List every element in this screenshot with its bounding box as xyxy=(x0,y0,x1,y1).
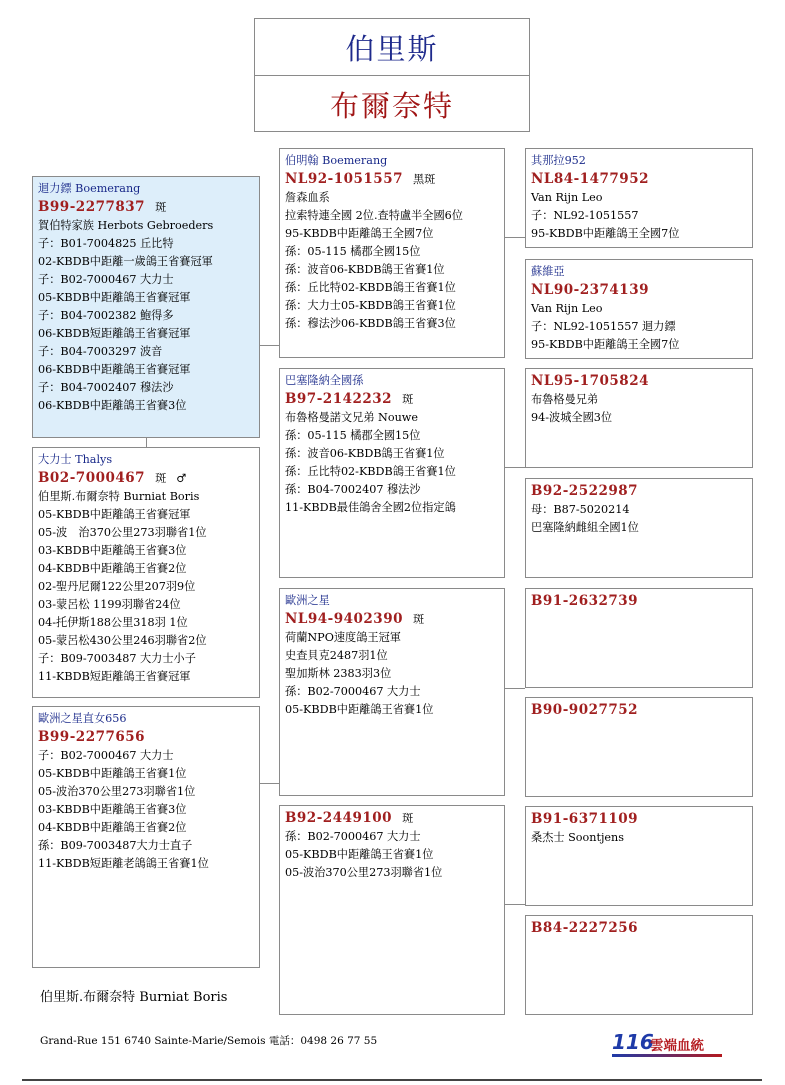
ring-row xyxy=(531,592,752,611)
pedigree-note: Van Rijn Leo xyxy=(531,191,603,204)
bird-name: 歐洲之星 xyxy=(285,594,330,607)
pedigree-note: 孫：B02-7000467 大力士 xyxy=(285,685,421,698)
pedigree-note: 孫：B02-7000467 大力士 xyxy=(285,830,421,843)
ring-number: B02-7000467 xyxy=(38,470,146,486)
pedigree-note: 伯里斯.布爾奈特 Burniat Boris xyxy=(38,490,200,503)
logo-underline xyxy=(612,1054,722,1057)
owner-address: Grand-Rue 151 6740 Sainte-Marie/Semois xyxy=(40,1035,266,1047)
subject-card[interactable] xyxy=(32,447,260,698)
pedigree-note: 子：B01-7004825 丘比特 xyxy=(38,237,174,250)
sex-icon: ♂ xyxy=(176,472,187,485)
pedigree-note: 子：B04-7002382 鮑得多 xyxy=(38,309,174,322)
ring-number: B92-2522987 xyxy=(531,483,639,499)
pedigree-note: 11-KBDB短距離鴿王省賽冠軍 xyxy=(38,670,191,683)
ring-row xyxy=(285,610,504,629)
pedigree-note: 賀伯特家族 Herbots Gebroeders xyxy=(38,219,214,232)
pedigree-note: 06-KBDB中距離鴿王省賽3位 xyxy=(38,399,187,412)
sdd-card[interactable] xyxy=(525,478,753,578)
ring-row xyxy=(531,482,752,501)
pedigree-note: 子：B02-7000467 大力士 xyxy=(38,749,174,762)
feather-color: 斑 xyxy=(402,812,414,825)
connector xyxy=(505,237,525,238)
ring-number: B99-2277656 xyxy=(38,729,146,745)
ring-row xyxy=(531,170,752,189)
pedigree-note: 02-KBDB中距離一歲鴿王省賽冠軍 xyxy=(38,255,213,268)
title-first-name: 伯里斯 xyxy=(255,19,529,76)
owner-name: 伯里斯.布爾奈特 Burniat Boris xyxy=(40,990,228,1005)
pedigree-note: 04-KBDB中距離鴿王省賽2位 xyxy=(38,821,187,834)
bird-name: 蘇維亞 xyxy=(531,265,565,278)
connector xyxy=(259,783,279,784)
pedigree-note: 拉索特連全國 2位.查特盧半全國6位 xyxy=(285,209,463,222)
pedigree-note: 聖加斯林 2383羽3位 xyxy=(285,667,392,680)
pedigree-note: 95-KBDB中距離鴿王全國7位 xyxy=(531,227,680,240)
ring-number: B99-2277837 xyxy=(38,199,146,215)
pedigree-note: 03-蒙呂松 1199羽聯省24位 xyxy=(38,598,181,611)
pedigree-note: 05-KBDB中距離鴿王省賽冠軍 xyxy=(38,291,191,304)
ring-number: B84-2227256 xyxy=(531,920,639,936)
pedigree-note: 94-波城全國3位 xyxy=(531,411,613,424)
pedigree-note: 03-KBDB中距離鴿王省賽3位 xyxy=(38,803,187,816)
pedigree-note: 荷蘭NPO速度鴿王冠軍 xyxy=(285,631,401,644)
pedigree-note: 子：B04-7002407 穆法沙 xyxy=(38,381,174,394)
pedigree-note: 95-KBDB中距離鴿王全國7位 xyxy=(531,338,680,351)
dss-card[interactable] xyxy=(525,588,753,688)
dam-dam-card[interactable] xyxy=(279,805,505,1015)
pedigree-note: 11-KBDB短距離老鴿鴿王省賽1位 xyxy=(38,857,209,870)
pedigree-note: 孫：波音06-KBDB鴿王省賽1位 xyxy=(285,447,445,460)
ring-number: B91-2632739 xyxy=(531,593,639,609)
ring-number: NL90-2374139 xyxy=(531,282,649,298)
owner-contact xyxy=(40,1033,377,1050)
sire-dam-card[interactable] xyxy=(279,368,505,578)
ring-row xyxy=(285,390,504,409)
bird-name: 迴力鏢 Boemerang xyxy=(38,182,141,195)
dsd-card[interactable] xyxy=(525,697,753,797)
bird-name: 其那拉952 xyxy=(531,154,586,167)
pedigree-note: 桑杰士 Soontjens xyxy=(531,831,624,844)
pedigree-note: 孫：穆法沙06-KBDB鴿王省賽3位 xyxy=(285,317,456,330)
pedigree-note: 孫：B09-7003487大力士直子 xyxy=(38,839,193,852)
dam-card[interactable] xyxy=(32,706,260,968)
pedigree-note: 05-KBDB中距離鴿王省賽1位 xyxy=(285,703,434,716)
ring-row xyxy=(531,919,752,938)
pedigree-note: 子：NL92-1051557 迴力鏢 xyxy=(531,320,676,333)
sds-card[interactable] xyxy=(525,368,753,468)
ring-number: B92-2449100 xyxy=(285,810,393,826)
feather-color: 斑 xyxy=(402,393,414,406)
ring-number: B97-2142232 xyxy=(285,391,393,407)
pedigree-note: Van Rijn Leo xyxy=(531,302,603,315)
feather-color: 斑 xyxy=(412,613,425,626)
dds-card[interactable] xyxy=(525,806,753,906)
logo-number: 116 xyxy=(612,1030,654,1054)
ring-number: NL84-1477952 xyxy=(531,171,649,187)
connector xyxy=(505,688,525,689)
pedigree-note: 05-KBDB中距離鴿王省賽1位 xyxy=(38,767,187,780)
pedigree-note: 詹森血系 xyxy=(285,191,330,204)
pedigree-note: 布魯格曼兄弟 xyxy=(531,393,599,406)
pedigree-note: 孫：波音06-KBDB鴿王省賽1位 xyxy=(285,263,445,276)
pedigree-note: 孫：05-115 橘郡全國15位 xyxy=(285,245,421,258)
bird-name: 歐洲之星直女656 xyxy=(38,712,127,725)
ring-number: NL94-9402390 xyxy=(285,611,403,627)
pedigree-note: 05-蒙呂松430公里246羽聯省2位 xyxy=(38,634,207,647)
connector xyxy=(259,345,279,346)
feather-color: 斑 xyxy=(155,472,167,485)
pedigree-note: 子：B09-7003487 大力士小子 xyxy=(38,652,196,665)
pedigree-note: 孫：大力士05-KBDB鴿王省賽1位 xyxy=(285,299,456,312)
pedigree-note: 孫：05-115 橘郡全國15位 xyxy=(285,429,421,442)
ring-row xyxy=(38,198,259,217)
dam-sire-card[interactable] xyxy=(279,588,505,796)
pedigree-note: 02-聖丹尼爾122公里207羽9位 xyxy=(38,580,196,593)
bird-name: 大力士 Thalys xyxy=(38,453,113,466)
pedigree-note: 05-KBDB中距離鴿王省賽1位 xyxy=(285,848,434,861)
brand-logo[interactable] xyxy=(610,1030,722,1058)
sire-sire-card[interactable] xyxy=(279,148,505,358)
owner-phone: 電話：0498 26 77 55 xyxy=(268,1035,378,1047)
logo-text: 雲端血統 xyxy=(650,1038,704,1054)
bird-name: 巴塞隆納全國孫 xyxy=(285,374,364,387)
ring-row xyxy=(531,810,752,829)
pedigree-note: 孫：丘比特02-KBDB鴿王省賽1位 xyxy=(285,465,456,478)
pedigree-note: 03-KBDB中距離鴿王省賽3位 xyxy=(38,544,187,557)
pedigree-note: 子：NL92-1051557 xyxy=(531,209,639,222)
ring-row xyxy=(38,469,259,488)
ring-row xyxy=(531,281,752,300)
page-bottom-rule xyxy=(22,1079,762,1081)
pedigree-note: 04-托伊斯188公里318羽 1位 xyxy=(38,616,188,629)
ring-number: NL95-1705824 xyxy=(531,373,649,389)
pedigree-note: 子：B02-7000467 大力士 xyxy=(38,273,174,286)
pedigree-note: 布魯格曼諾文兄弟 Nouwe xyxy=(285,411,418,424)
ring-number: NL92-1051557 xyxy=(285,171,403,187)
pedigree-note: 孫：B04-7002407 穆法沙 xyxy=(285,483,421,496)
bird-name: 伯明翰 Boemerang xyxy=(285,154,388,167)
pedigree-note: 母：B87-5020214 xyxy=(531,503,630,516)
connector xyxy=(505,904,525,905)
ring-row xyxy=(38,728,259,747)
ssd-card[interactable] xyxy=(525,259,753,359)
pedigree-note: 06-KBDB中距離鴿王省賽冠軍 xyxy=(38,363,191,376)
pedigree-note: 95-KBDB中距離鴿王全國7位 xyxy=(285,227,434,240)
pedigree-note: 06-KBDB短距離鴿王省賽冠軍 xyxy=(38,327,191,340)
pedigree-note: 孫：丘比特02-KBDB鴿王省賽1位 xyxy=(285,281,456,294)
title-box xyxy=(254,18,530,132)
pedigree-note: 史查貝克2487羽1位 xyxy=(285,649,388,662)
pedigree-note: 子：B04-7003297 波音 xyxy=(38,345,163,358)
title-last-name: 布爾奈特 xyxy=(329,88,454,123)
pedigree-note: 04-KBDB中距離鴿王省賽2位 xyxy=(38,562,187,575)
pedigree-note: 05-波 治370公里273羽聯省1位 xyxy=(38,526,207,539)
connector xyxy=(146,437,147,447)
connector xyxy=(505,467,525,468)
sss-card[interactable] xyxy=(525,148,753,248)
pedigree-note: 05-波治370公里273羽聯省1位 xyxy=(285,866,443,879)
pedigree-note: 05-波治370公里273羽聯省1位 xyxy=(38,785,196,798)
ring-row xyxy=(531,372,752,391)
feather-color: 黑斑 xyxy=(412,173,436,186)
ddd-card[interactable] xyxy=(525,915,753,1015)
ring-number: B91-6371109 xyxy=(531,811,639,827)
ring-number: B90-9027752 xyxy=(531,702,639,718)
feather-color: 斑 xyxy=(155,201,167,214)
ring-row xyxy=(285,170,504,189)
pedigree-note: 05-KBDB中距離鴿王省賽冠軍 xyxy=(38,508,191,521)
pedigree-note: 巴塞隆納雌組全國1位 xyxy=(531,521,639,534)
ring-row xyxy=(531,701,752,720)
pedigree-note: 11-KBDB最佳鴿舍全國2位指定鴿 xyxy=(285,501,456,514)
sire-card[interactable] xyxy=(32,176,260,438)
ring-row xyxy=(285,809,504,828)
